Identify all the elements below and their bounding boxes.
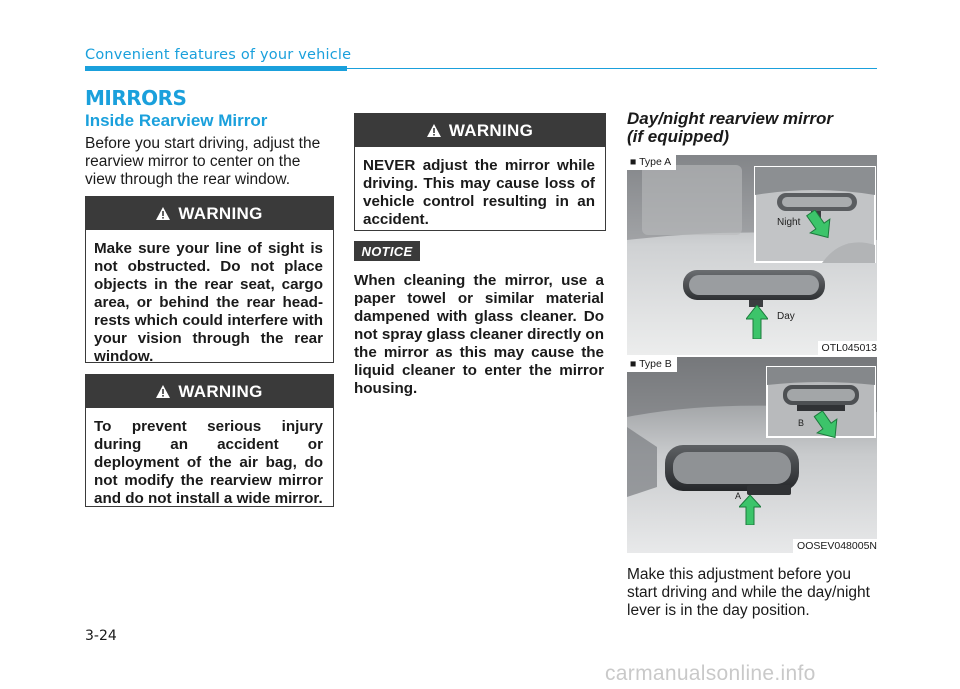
figure-type-a (627, 155, 877, 355)
header-bar (85, 66, 347, 71)
warning-text: NEVER adjust the mirror while driving. This may cause loss of vehicle control resulting in an accident. (363, 157, 595, 228)
warning-box-sightline (85, 196, 334, 363)
title-line-2: (if equipped) (627, 127, 729, 146)
figure-code: OTL045013 (818, 341, 877, 355)
warning-label: WARNING (178, 381, 263, 401)
label-b: B (798, 418, 805, 428)
intro-paragraph: Before you start driving, adjust the rearview mirror to center on the view through the rear window. (85, 135, 321, 188)
night-label: Night (777, 217, 801, 228)
warning-text: To prevent serious injury during an accident or deployment of the air bag, do not modify the rearview mirror and do not install a wide mirror. (94, 418, 323, 507)
outro-paragraph: Make this adjustment before you start driving and while the day/night lever is in the day position. (627, 566, 870, 619)
warning-triangle-icon (156, 385, 170, 398)
warning-header (355, 114, 605, 147)
label-a: A (735, 491, 742, 501)
section-title: MIRRORS (85, 86, 187, 110)
green-arrow-b-icon (813, 411, 841, 441)
chapter-header: Convenient features of your vehicle (85, 47, 352, 63)
warning-text: Make sure your line of sight is not obstructed. Do not place objects in the rear seat, cargo area, or behind the rear head-rests which could interfere with your vision through the rear window. (94, 240, 323, 365)
figure-type-label: ■ Type B (627, 357, 677, 372)
green-arrow-day-icon (746, 305, 768, 339)
figure-type-b (627, 357, 877, 553)
header-rule (347, 68, 877, 69)
green-arrow-a-icon (739, 495, 761, 525)
warning-box-airbag (85, 374, 334, 507)
warning-box-driving (354, 113, 606, 231)
green-arrow-night-icon (805, 210, 835, 242)
figure-type-label: ■ Type A (627, 155, 676, 170)
day-label: Day (777, 311, 795, 322)
warning-label: WARNING (178, 203, 263, 223)
page-number: 3-24 (85, 628, 117, 644)
watermark: carmanualsonline.info (605, 662, 816, 685)
warning-header (86, 375, 333, 408)
warning-label: WARNING (448, 120, 534, 140)
title-line-1: Day/night rearview mirror (627, 109, 833, 128)
warning-triangle-icon (156, 207, 170, 220)
warning-header (86, 197, 333, 230)
notice-badge: NOTICE (354, 241, 420, 261)
notice-text: When cleaning the mirror, use a paper towel or similar material dampened with glass cleaner. Do not spray glass cleaner directly on the mirror as this may cause the liquid cleaner to enter the mirror housing. (354, 272, 604, 397)
figure-code: OOSEV048005N (793, 539, 877, 553)
subsection-title: Inside Rearview Mirror (85, 111, 268, 130)
warning-triangle-icon (427, 124, 441, 137)
day-night-mirror-title (627, 110, 833, 146)
